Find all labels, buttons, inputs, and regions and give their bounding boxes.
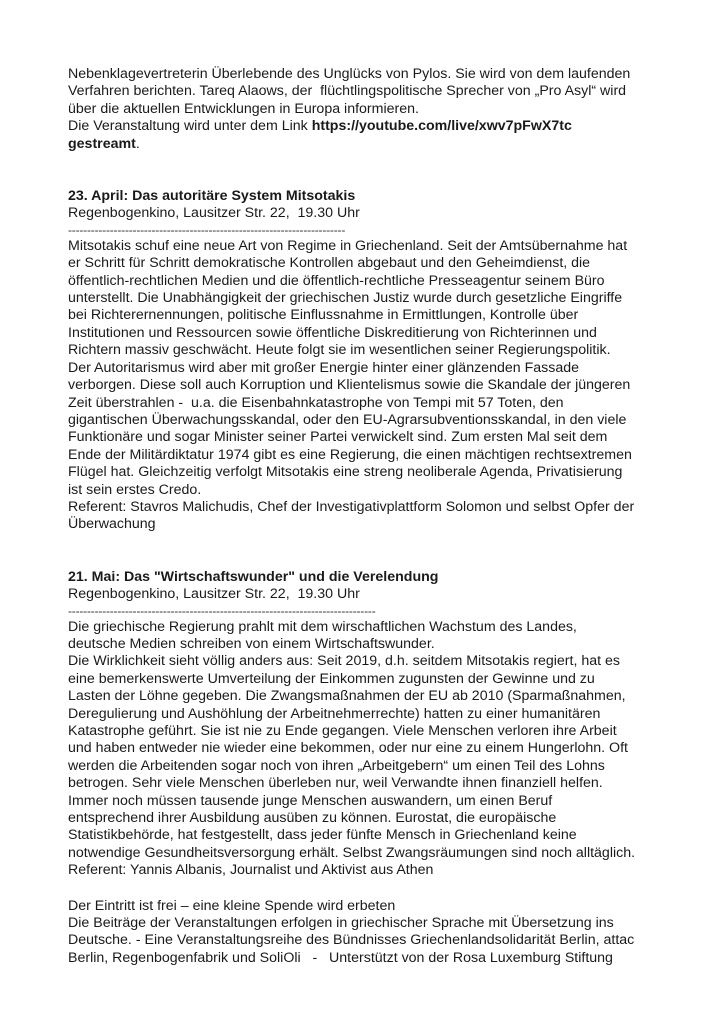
event-text-line: entsprechend ihrer Ausbildung ausüben zu können. Eurostat, die europäische [68,810,557,827]
event-text-line: Deregulierung und Aushöhlung der Arbeitnehmerrechte) hatten zu einer humanitären [68,705,601,722]
event-text-line: Katastrophe geführt. Sie ist nie zu Ende gegangen. Viele Menschen verloren ihre Arbeit [68,723,617,739]
event-text-line: er Schritt für Schritt demokratische Kontrollen abgebaut und den Geheimdienst, die [68,255,591,272]
footer-line: Die Beiträge der Veranstaltungen erfolgen in griechischer Sprache mit Übersetzung ins [68,915,614,932]
event-text-line: deutsche Medien schreiben von einem Wirtschaftswunder. [68,635,435,652]
stream-prefix: Die Veranstaltung wird unter dem Link [68,118,312,135]
event-text-line: werden die Arbeitenden sogar noch von ihren „Arbeitgebern“ um einen Teil des Lohns [68,757,605,774]
event-text-line: Statistikbehörde, hat festgestellt, dass jeder fünfte Mensch in Griechenland keine [68,827,577,844]
event-text-line: Funktionäre und sogar Minister seiner Partei verwickelt sind. Zum ersten Mal seit dem [68,429,608,446]
footer-line: Berlin, Regenbogenfabrik und SoliOli - Unterstützt von der Rosa Luxemburg Stiftung [68,949,613,966]
footer-line: Deutsche. - Eine Veranstaltungsreihe des Bündnisses Griechenlandsolidarität Berlin, attac [68,932,635,949]
event-text-line: Die griechische Regierung prahlt mit dem wirschaftlichen Wachstum des Landes, [68,618,577,635]
stream-link[interactable]: https://youtube.com/live/xwv7pFwX7tc [311,118,572,135]
event-title: 23. April: Das autoritäre System Mitsotakis [68,188,356,205]
event-text-line: Der Autoritarismus wird aber mit großer Energie hinter einer glänzenden Fassade [68,359,579,376]
event-text-line: Institutionen und Ressourcen sowie öffentliche Diskreditierung von Richterinnen und [68,324,597,341]
admission-note: Der Eintritt ist frei – eine kleine Spende wird erbeten [68,897,396,914]
intro-line: Nebenklagevertreterin Überlebende des Unglücks von Pylos. Sie wird von dem laufenden [68,66,631,82]
event-text-line: Die Wirklichkeit sieht völlig anders aus: Seit 2019, d.h. seitdem Mitsotakis regiert, hat es [68,653,620,670]
event-text-line: eine bemerkenswerte Umverteilung der Einkommen zugunsten der Gewinne und zu [68,670,595,687]
stream-suffix: . [135,135,140,152]
event-text-line: öffentlich-rechtlichen Medien und die öffentlich-rechtliche Presseagentur seinem Büro [68,272,605,289]
event-text-line: Flügel hat. Gleichzeitig verfolgt Mitsotakis eine streng neoliberale Agenda, Privatisierung [68,464,623,481]
event-text-line: Lasten der Löhne gegeben. Die Zwangsmaßnahmen der EU ab 2010 (Sparmaßnahmen, [68,688,626,705]
event-title: 21. Mai: Das "Wirtschaftswunder" und die Verelendung [68,568,439,585]
event-speaker: Referent: Yannis Albanis, Journalist und Aktivist aus Athen [68,862,434,879]
stream-suffix-bold: gestreamt [68,135,136,152]
stream-line [68,118,708,135]
event-section-april [68,188,708,534]
event-text-line: ist sein erstes Credo. [68,481,202,498]
stream-line-end [68,136,708,153]
event-text-line: Immer noch müssen tausende junge Menschen auswandern, um einen Beruf [68,792,553,809]
intro-section [68,66,708,153]
event-speaker: Überwachung [68,516,156,533]
event-text-line: notwendige Gesundheitsversorgung erhält. Selbst Zwangsräumungen sind noch alltäglich. [68,844,636,861]
divider: --------------------------------------------------------------------------------- [68,603,376,618]
document-page [68,66,708,967]
event-section-may [68,569,708,880]
event-text-line: und haben entweder nie wieder eine bekommen, oder nur eine zu einem Hungerlohn. Oft [68,740,628,757]
event-text-line: gigantischen Überwachungsskandal, oder den EU-Agrarsubventionsskandal, in den viele [68,411,627,428]
event-text-line: Richtern massiv geschwächt. Heute folgt sie im wesentlichen seiner Regierungspolitik. [68,342,611,359]
event-text-line: Zeit überstrahlen - u.a. die Eisenbahnkatastrophe von Tempi mit 57 Toten, den [68,394,564,411]
event-text-line: verborgen. Diese soll auch Korruption und Klientelismus sowie die Skandale der jüngeren [68,377,631,394]
event-text-line: betrogen. Sehr viele Menschen überleben nur, weil Verwandte ihnen finanziell helfen. [68,775,603,792]
event-text-line: bei Richterernennungen, politische Einflussnahme in Ermittlungen, Kontrolle über [68,307,579,324]
intro-line: Verfahren berichten. Tareq Alaows, der flüchtlingspolitische Sprecher von „Pro Asyl“ wird [68,83,627,100]
divider: ------------------------------------------------------------------------- [68,222,346,237]
event-text-line: unterstellt. Die Unabhängigkeit der griechischen Justiz wurde durch gesetzliche Eingriffe [68,290,623,307]
footer-section [68,898,708,968]
event-location: Regenbogenkino, Lausitzer Str. 22, 19.30 Uhr [68,205,360,222]
intro-line: über die aktuellen Entwicklungen in Europa informieren. [68,100,419,117]
event-location: Regenbogenkino, Lausitzer Str. 22, 19.30 Uhr [68,586,360,603]
event-text-line: Ende der Militärdiktatur 1974 gibt es eine Regierung, die einen mächtigen rechtsextremen [68,446,632,463]
event-text-line: Mitsotakis schuf eine neue Art von Regime in Griechenland. Seit der Amtsübernahme hat [68,237,628,254]
event-speaker: Referent: Stavros Malichudis, Chef der Investigativplattform Solomon und selbst Opfer der [68,498,635,515]
